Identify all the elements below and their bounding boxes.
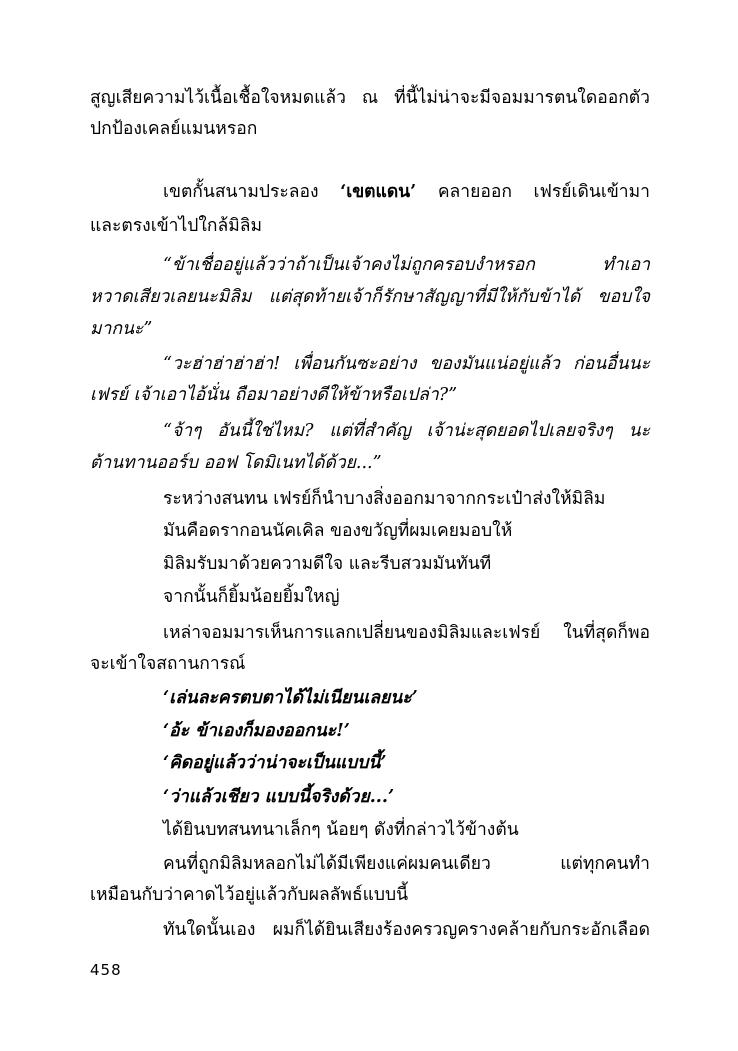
page-number: 458	[90, 961, 122, 979]
text-line: ปกป้องเคลย์แมนหรอก	[90, 119, 258, 139]
text-line: สูญเสียความไว้เนื้อเชื้อใจหมดแล้ว ณ ที่นี้ไม่น่าจะมีจอมมารตนใดออกตัว	[90, 88, 650, 108]
text-line: คนที่ถูกมิลิมหลอกไม่ได้มีเพียงแค่ผมคนเดียว แต่ทุกคนทำ	[163, 854, 650, 874]
text-line: มันคือดรากอนนัคเคิล ของขวัญที่ผมเคยมอบให้	[163, 521, 513, 541]
dialogue-line: มากนะ”	[90, 319, 153, 339]
text-line: ได้ยินบทสนทนาเล็กๆ น้อยๆ ดังที่กล่าวไว้ข้างต้น	[163, 820, 519, 840]
thought-line: ‘ว่าแล้วเชียว แบบนี้จริงด้วย...’	[163, 787, 395, 807]
emphasis-term: ‘เขตแดน’	[340, 182, 417, 202]
thought-line: ‘เล่นละครตบตาได้ไม่เนียนเลยนะ’	[163, 688, 418, 708]
text-line: มิลิมรับมาด้วยความดีใจ และรีบสวมมันทันที	[163, 554, 492, 574]
text-segment: เขตกั้นสนามประลอง	[163, 182, 319, 202]
text-line: เหล่าจอมมารเห็นการแลกเปลี่ยนของมิลิมและเฟรย์ ในที่สุดก็พอ	[163, 623, 650, 643]
text-line	[163, 180, 650, 204]
dialogue-line: “จ้าๆ อันนี้ใช่ไหม? แต่ที่สำคัญ เจ้าน่ะสุดยอดไปเลยจริงๆ นะ	[163, 421, 650, 441]
text-line: ระหว่างสนทน เฟรย์ก็นำบางสิ่งออกมาจากกระเป๋าส่งให้มิลิม	[163, 489, 606, 509]
dialogue-line: เฟรย์ เจ้าเอาไอ้นั่น ถือมาอย่างดีให้ข้าหรือเปล่า?”	[90, 385, 458, 405]
dialogue-line: ต้านทานออร์บ ออฟ โดมิเนทได้ด้วย...”	[90, 453, 382, 473]
text-line: จากนั้นก็ยิ้มน้อยยิ้มใหญ่	[163, 587, 340, 607]
thought-line: ‘อ้ะ ข้าเองก็มองออกนะ!’	[163, 721, 350, 741]
text-segment: คลายออก เฟรย์เดินเข้ามา	[437, 182, 650, 202]
dialogue-line: “ข้าเชื่ออยู่แล้วว่าถ้าเป็นเจ้าคงไม่ถูกครอบงำหรอก ทำเอา	[163, 255, 650, 275]
text-line: และตรงเข้าไปใกล้มิลิม	[90, 216, 263, 236]
dialogue-line: หวาดเสียวเลยนะมิลิม แต่สุดท้ายเจ้าก็รักษาสัญญาที่มีให้กับข้าได้ ขอบใจ	[90, 287, 650, 307]
text-line: จะเข้าใจสถานการณ์	[90, 654, 246, 674]
thought-line: ‘คิดอยู่แล้วว่าน่าจะเป็นแบบนี้’	[163, 753, 387, 773]
text-line: เหมือนกับว่าคาดไว้อยู่แล้วกับผลลัพธ์แบบนี้	[90, 885, 409, 905]
text-line: ทันใดนั้นเอง ผมก็ได้ยินเสียงร้องครวญครางคล้ายกับกระอักเลือด	[163, 920, 650, 940]
dialogue-line: “วะฮ่าฮ่าฮ่าฮ่า! เพื่อนกันซะอย่าง ของมันแน่อยู่แล้ว ก่อนอื่นนะ	[163, 354, 650, 374]
